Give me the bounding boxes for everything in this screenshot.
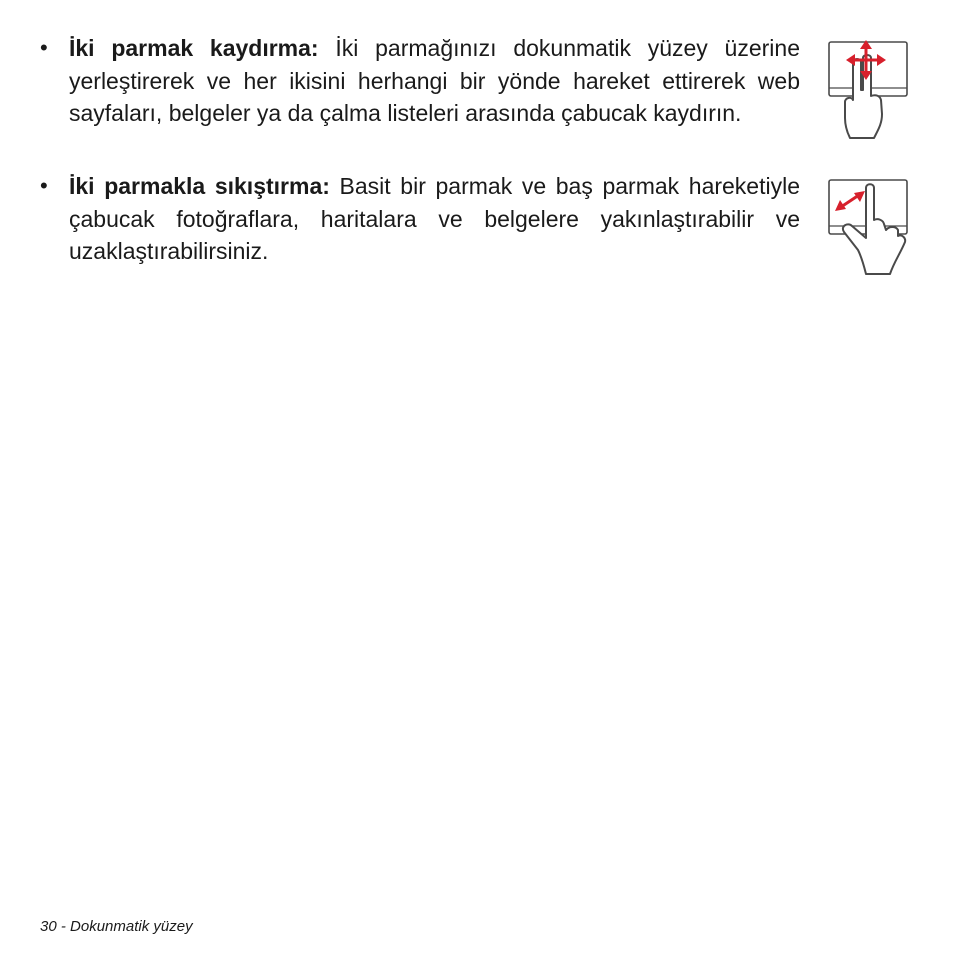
item-description: İki parmağınızı dokunmatik yüzey üzerine yerleştirerek ve her ikisini herhangi bir yönde hareket ettirerek web sayfaları, belgeler ya da çalma listeleri arasında çabucak kaydırın. [69,35,800,126]
item-text [69,32,800,130]
item-term: İki parmakla sıkıştırma: [69,173,330,199]
bullet-dot: • [40,35,48,60]
item-description: Basit bir parmak ve baş parmak hareketiyle çabucak fotoğraflara, haritalara ve belgelere yakınlaştırabilir ve uzaklaştırabilirsiniz. [69,173,801,264]
item-term: İki parmak kaydırma: [69,35,319,61]
item-text [69,170,800,268]
list-item-two-finger-scroll [40,32,800,162]
pinch-zoom-icon [826,176,910,278]
list-item-pinch [40,170,800,270]
page-footer: 30 - Dokunmatik yüzey [40,918,193,935]
bullet-dot: • [40,173,48,198]
two-finger-scroll-icon [826,38,910,142]
